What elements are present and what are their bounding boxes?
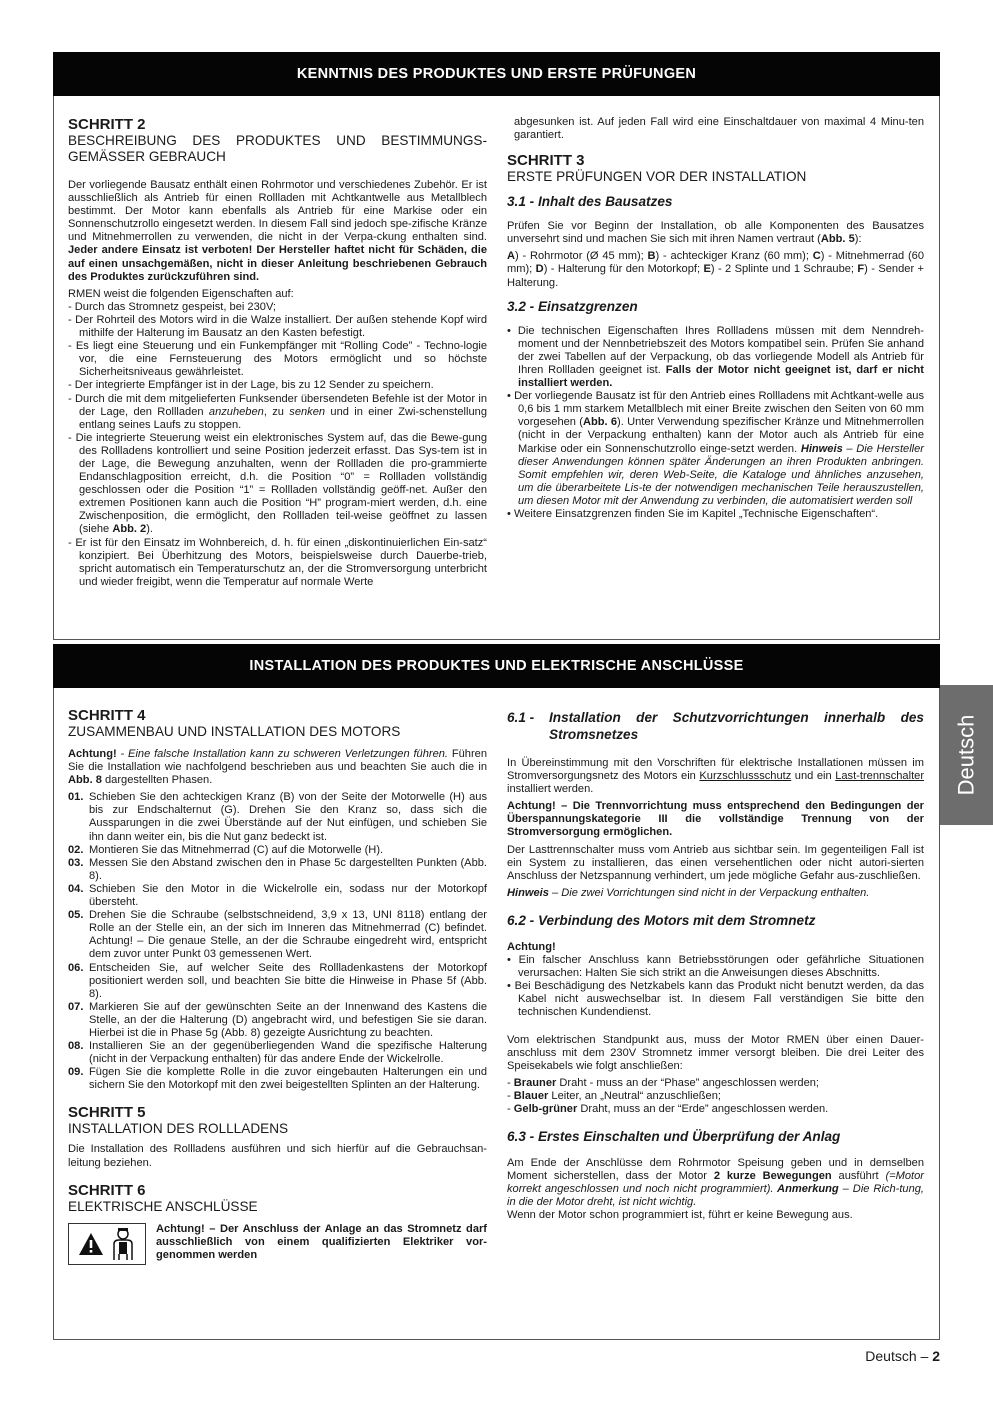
wire-name: Blauer xyxy=(513,1089,549,1102)
figure-ref: Abb. 2 xyxy=(112,523,147,536)
section-6-1-title xyxy=(507,709,924,743)
kit-key: A xyxy=(507,250,516,263)
step2-intro-text: Der vorliegende Bausatz enthält einen Rohrmotor und verschiedenes Zubehör. Er ist ausschließlich als Antrieb für einen Rollladen mit Achtkantwelle aus Metallblech bestimmt. Der Motor kann ebenfalls als Antrieb für eine Markise oder ein Sonnenschutzrollo eingesetzt werden. In diesem Fall sind jedoch spe-zifische Kränze und Mitnehmerrollen zu verwenden, die nicht in der Verpa-ckung enthalten sind. xyxy=(68,179,487,244)
warning-text: Führen Sie die Installation wie nachfolgend beschrieben aus und beachten Sie auch die in xyxy=(68,748,487,774)
step2-continuation: abgesunken ist. Auf jeden Fall wird eine Einschaltdauer von maximal 4 Minu-ten garantiert. xyxy=(514,116,924,142)
right-column-2 xyxy=(507,709,924,1227)
wire-name: Brauner xyxy=(513,1076,557,1089)
paragraph-text: ausführt xyxy=(831,1170,886,1183)
feature-text: Der integrierte Empfänger ist in der Lage, bis zu 12 Sender zu speichern. xyxy=(74,379,434,392)
feature-text: Durch das Stromnetz gespeist, bei 230V; xyxy=(74,300,277,313)
connection-intro: Vom elektrischen Standpunkt aus, muss der Motor RMEN über einen Dauer-anschluss mit dem 230V Stromnetz immer versorgt bleiben. Die drei Leiter des Speisekabels wie folgt anschließen: xyxy=(507,1033,924,1072)
list-item: - Brauner Draht - muss an der “Phase” angeschlossen werden; xyxy=(507,1076,820,1089)
list-item: • Ein falscher Anschluss kann Betriebsstörungen oder gefährliche Situationen verursachen: Halten Sie sich strikt an die Anweisungen dieses Abschnitts. xyxy=(507,954,924,980)
kit-item: ) - Sender + Halterung. xyxy=(507,263,925,289)
list-item: - Gelb-grüner Draht, muss an der “Erde” angeschlossen werden. xyxy=(507,1102,829,1115)
step-text: Entscheiden Sie, auf welcher Seite des Rollladenkastens der Motorkopf positioniert werden soll, und beachten Sie bitte die Hinweise in Phase 5f (Abb. 8). xyxy=(89,961,487,1000)
step-number: 06. xyxy=(68,961,84,974)
feature-text: Die integrierte Steuerung weist ein elektronisches System auf, das die Bewe-gung des Rollladens kontrolliert und seine Position jederzeit erfasst. Das Sys-tem ist in der Lage, die Bewegung anzuhalten, wenn der Rollladen die pro-grammierte Endanschlagposition erreicht, d.h. die Position “0” = Rollladen vollständig geschlossen oder die Position “1” = Rollladen vollständig geöff-net. Außer den extremen Positionen kann auch die Position “H” program-miert werden, d.h. eine Zwischenposition, die ermöglicht, den Rollladen teil-weise geöffnet zu lassen (siehe xyxy=(75,431,487,536)
step5-text: Die Installation des Rollladens ausführen und sich hierfür auf die Gebrauchsan-leitung beziehen. xyxy=(68,1143,487,1169)
list-item: - Durch die mit dem mitgelieferten Funksender übersendeten Befehle ist der Motor in der Lage, den Rollladen anzuheben, zu senken und in einer Zwi-schenstellung entlang seines Laufs zu stoppen. xyxy=(68,392,487,431)
electrician-warning xyxy=(68,1223,487,1265)
step-number: 07. xyxy=(68,1000,84,1013)
step2-intro xyxy=(68,179,487,284)
step4-subtitle: ZUSAMMENBAU UND INSTALLATION DES MOTORS xyxy=(68,724,401,739)
step2-subtitle: BESCHREIBUNG DES PRODUKTES UND BESTIMMUNGS-GEMÄSSER GEBRAUCH xyxy=(68,133,487,164)
kit-item: ) - Rohrmotor (Ø 45 mm); xyxy=(515,250,648,263)
feature-text: Durch die mit dem mitgelieferten Funksender übersendeten Befehle ist der Motor in der Lage, den Rollladen xyxy=(75,392,487,418)
step-text: Installieren Sie an der gegenüberliegenden Wand die spezifische Halterung (nicht in der Verpackung enthalten) für das andere Ende der Wickelrolle. xyxy=(89,1040,487,1066)
warning-label: Achtung! – xyxy=(156,1222,220,1235)
page-number: 2 xyxy=(932,1348,940,1364)
wire-list xyxy=(507,1077,924,1116)
electrician-icon xyxy=(110,1227,136,1261)
list-item xyxy=(68,1040,487,1066)
step-number: 08. xyxy=(68,1040,84,1053)
figure-ref: Abb. 6 xyxy=(582,416,618,429)
step-number: 05. xyxy=(68,909,84,922)
paragraph-text: und ein xyxy=(791,770,836,783)
electrician-warning-text xyxy=(156,1223,487,1262)
protection-intro xyxy=(507,757,924,796)
step-number: 01. xyxy=(68,791,84,804)
kit-intro-text: Prüfen Sie vor Beginn der Installation, ob alle Komponenten des Bausatzes unversehrt sind und machen Sie sich mit ihren Namen vertraut ( xyxy=(507,220,924,246)
features-list xyxy=(68,301,487,589)
kit-key: E xyxy=(703,263,711,276)
list-item: - Der integrierte Empfänger ist in der Lage, bis zu 12 Sender zu speichern. xyxy=(68,379,434,392)
list-item: • Der vorliegende Bausatz ist für den Antrieb eines Rollladens mit Achtkant-welle aus 0,6 bis 1 mm starkem Metallblech mit einer Breite zwischen den Seiten von 60 mm vorgesehen (Abb. 6). Unter Verwendung spezifischer Kränze und Mitnehmerrollen (nicht in der Verpackung enthalten) kann der Motor auch als Antrieb für eine Markise oder ein Sonnenschutzrollo einge-setzt werden. Hinweis – Die Hersteller dieser Anwendungen können später Änderungen an ihren Produkten anbringen. Somit empfehlen wir, deren Web-Seite, die Kataloge und ähnliches anzusehen, um die überarbeitete Lis-te der notwendigen mechanischen Teile herauszustellen, um diesen Motor mit der Anwendung zu verbinden, die automatisiert werden soll xyxy=(507,390,925,507)
list-item: • Die technischen Eigenschaften Ihres Rollladens müssen mit dem Nenndreh-moment und der Nennbetriebszeit des Motors kompatibel sein. Prüfen Sie anhand der zwei Tabellen auf der Verpackung, ob das vorliegende Modell als Antrieb für Ihren Rollladen geeignet ist. Falls der Motor nicht geeignet ist, darf er nicht installiert werden. xyxy=(507,324,925,390)
list-item xyxy=(68,883,487,909)
step-text: Markieren Sie auf der gewünschten Seite an der Innenwand des Kastens die Stelle, an der die Halterung (D) angebracht wird, und befestigen Sie sie daran. Hierbei ist die in Phase 5g (Abb. 8) gezeigte Ausrichtung zu beachten. xyxy=(89,1000,487,1039)
list-item xyxy=(68,844,487,857)
step2-title: SCHRITT 2 xyxy=(68,116,146,133)
section-header-1: KENNTNIS DES PRODUKTES UND ERSTE PRÜFUNGEN xyxy=(53,52,940,96)
devices-note xyxy=(507,887,924,900)
wire-text: Leiter, an „Neutral“ anzuschließen; xyxy=(548,1089,721,1102)
step4-warning xyxy=(68,748,487,787)
note-text: – Die Hersteller dieser Anwendungen können später Änderungen an ihren Produkten anbringen. Somit empfehlen wir, deren Web-Seite, die Kataloge und ähnliches anzusehen, um die überarbeitete Lis-te der notwendigen mechanischen Teile herauszustellen, um diesen Motor mit der Anwendung zu verbinden, die automatisiert werden soll xyxy=(518,442,924,507)
kit-contents xyxy=(507,250,924,289)
limit-text: Weitere Einsatzgrenzen finden Sie im Kapitel „Technische Eigenschaften“. xyxy=(513,507,879,520)
figure-ref: Abb. 8 xyxy=(68,774,102,787)
warning-text: - Eine falsche Installation kann zu schweren Verletzungen führen. xyxy=(116,748,449,760)
feature-text: Es liegt eine Steuerung und ein Funkempfänger mit “Rolling Code” - Techno-logie vor, die eine Fernsteuerung des Motors ermöglicht und so höchste Sicherheitsniveaus gewährleistet. xyxy=(75,340,488,379)
attention-list xyxy=(507,954,924,1019)
kit-intro-text: ): xyxy=(854,233,862,246)
emphasis-text: 2 kurze Bewegungen xyxy=(713,1170,832,1183)
hazard-triangle-icon xyxy=(78,1232,104,1256)
limit-text: Die technischen Eigenschaften Ihres Rollladens müssen mit dem Nenndreh-moment und der Nennbetriebszeit des Motors kompatibel sein. Prüfen Sie anhand der zwei Tabellen auf der Verpackung, ob das vorliegende Modell als Antrieb für Ihren Rollladen geeignet ist. xyxy=(517,324,925,376)
list-item xyxy=(68,962,487,1001)
left-column-2 xyxy=(68,707,487,1265)
feature-text: und in einer Zwi-schenstellung entlang seines Laufs zu stoppen. xyxy=(79,405,487,431)
section-3-1-title: 3.1 - Inhalt des Bausatzes xyxy=(507,194,673,210)
kit-intro xyxy=(507,220,924,246)
feature-text: Er ist für den Einsatz im Wohnbereich, d. h. für einen „diskontinuierlichen Ein-satz“ konzipiert. Bei Überhitzung des Motors, beispielsweise durch Dauerbe-trieb, spricht automatisch ein Temperaturschutz an, der die Stromversorgung unterbricht und wieder freigibt, wenn die Temperatur auf normale Werte xyxy=(75,536,487,588)
kit-item: ) - achteckiger Kranz (60 mm); xyxy=(655,250,813,263)
attention-text: Ein falscher Anschluss kann Betriebsstörungen oder gefährliche Situationen verursachen: Halten Sie sich strikt an die Anweisungen dieses Abschnitts. xyxy=(518,954,924,980)
feature-text: senken xyxy=(289,405,326,418)
italic-text: (=Motor korrekt angeschlossen und noch nicht programmiert). xyxy=(507,1170,924,1196)
limits-list xyxy=(507,325,924,521)
step5-subtitle: INSTALLATION DES ROLLLADENS xyxy=(68,1121,289,1137)
list-item xyxy=(68,857,487,883)
footer-label: Deutsch – xyxy=(865,1348,929,1364)
warning-text: Der Anschluss der Anlage an das Stromnetz darf ausschließlich von einem qualifizierten Elektriker vor-genommen werden xyxy=(156,1222,487,1261)
page-footer xyxy=(865,1348,940,1364)
list-item: • Weitere Einsatzgrenzen finden Sie im Kapitel „Technische Eigenschaften“. xyxy=(507,507,879,520)
paragraph-text: In Übereinstimmung mit den Vorschriften für elektrische Installationen müssen im Stromversorgungsnetz des Motors ein xyxy=(507,757,924,783)
feature-text: Der Rohrteil des Motors wird in die Walze installiert. Der außen stehende Kopf wird mithilfe der Halterung im Bausatz an den Kasten befestigt. xyxy=(75,313,487,340)
wire-text: Draht, muss an der “Erde” angeschlossen werden. xyxy=(577,1102,829,1115)
list-item: - Durch das Stromnetz gespeist, bei 230V; xyxy=(68,300,277,313)
list-item xyxy=(68,1066,487,1092)
italic-text: – Die Rich-tung, in die der Motor dreht, ist nicht wichtig. xyxy=(507,1183,924,1209)
section-6-1-text: Installation der Schutzvorrichtungen innerhalb des Stromsnetzes xyxy=(549,710,924,742)
underlined-term: Last-trennschalter xyxy=(835,770,925,783)
step-text: Fügen Sie die komplette Rolle in die zuvor eingebauten Halterungen ein und sichern Sie den Motorkopf mit den zwei beigestellten Splinten an der Halterung. xyxy=(89,1066,487,1092)
wire-text: Draht - muss an der “Phase” angeschlossen werden; xyxy=(556,1076,820,1089)
list-item: - Die integrierte Steuerung weist ein elektronisches System auf, das die Bewe-gung des Rollladens kontrolliert und seine Position jederzeit erfasst. Das Sys-tem ist in der Lage, die Bewegung anzuhalten, wenn der Rollladen die pro-grammierte Endanschlagposition erreicht, d.h. die Position “0” = Rollladen vollständig geschlossen oder die Position “1” = Rollladen vollständig geöff-net. Außer den extremen Positionen kann auch die Position “H” program-miert werden, d.h. eine Zwischenposition, die ermöglicht, den Rollladen teil-weise geöffnet zu lassen (siehe Abb. 2). xyxy=(68,431,487,536)
warning-label: Achtung! xyxy=(68,748,117,760)
list-item: - Der Rohrteil des Motors wird in die Walze installiert. Der außen stehende Kopf wird mithilfe der Halterung im Bausatz an den Kasten befestigt. xyxy=(68,313,487,340)
first-power-on xyxy=(507,1157,924,1209)
limit-warning: Falls der Motor nicht geeignet ist, darf er nicht installiert werden. xyxy=(518,363,924,390)
kit-key: D xyxy=(535,263,544,276)
step3-title: SCHRITT 3 xyxy=(507,152,585,170)
step-text: Schieben Sie den achteckigen Kranz (B) von der Seite der Motorwelle (H) aus bis zur Endschalternut (G). Drehen Sie den Kranz so, dass sich die Aussparungen in die zwei Überstände auf der Nut einfügen, und schieben Sie ihn dann weiter ein, bis die Nut ganz bedeckt ist. xyxy=(89,791,487,843)
section-6-3-title: 6.3 - Erstes Einschalten und Überprüfung der Anlag xyxy=(507,1129,841,1145)
kit-item: ) - Halterung für den Motorkopf; xyxy=(543,263,704,276)
left-column-1 xyxy=(68,116,487,589)
limit-text: ). Unter Verwendung spezifischer Kränze und Mitnehmerrollen (nicht in der Verpackung enthalten) kann der Motor auch als Antrieb für eine Markise oder ein Sonnenschutzrollo einge-setzt werden. xyxy=(518,416,924,455)
figure-ref: Abb. 5 xyxy=(820,233,855,246)
programmed-note: Wenn der Motor schon programmiert ist, führt er keine Bewegung aus. xyxy=(507,1209,853,1222)
feature-text: , zu xyxy=(263,405,290,418)
step3-subtitle: ERSTE PRÜFUNGEN VOR DER INSTALLATION xyxy=(507,169,807,185)
list-item: - Er ist für den Einsatz im Wohnbereich, d. h. für einen „diskontinuierlichen Ein-satz“ konzipiert. Bei Überhitzung des Motors, beispielsweise durch Dauerbe-trieb, spricht automatisch ein Temperaturschutz an, der die Stromversorgung unterbricht und wieder freigibt, wenn die Temperatur auf normale Werte xyxy=(68,536,487,588)
step4-title: SCHRITT 4 xyxy=(68,707,146,724)
step-text: Messen Sie den Abstand zwischen den in Phase 5c dargestellten Punkten (Abb. 8). xyxy=(89,856,487,882)
note-text: – Die zwei Vorrichtungen sind nicht in der Verpackung enthalten. xyxy=(548,886,870,899)
section-header-2: INSTALLATION DES PRODUKTES UND ELEKTRISCHE ANSCHLÜSSE xyxy=(53,644,940,688)
step-number: 09. xyxy=(68,1066,84,1079)
section-6-2-title: 6.2 - Verbindung des Motors mit dem Stromnetz xyxy=(507,912,816,928)
kit-item: ) - 2 Splinte und 1 Schraube; xyxy=(710,263,858,276)
list-item: - Es liegt eine Steuerung und ein Funkempfänger mit “Rolling Code” - Techno-logie vor, die eine Fernsteuerung des Motors ermöglicht und so höchste Sicherheitsniveaus gewährleistet. xyxy=(68,340,488,379)
list-item: • Bei Beschädigung des Netzkabels kann das Produkt nicht benutzt werden, da das Kabel nicht auswechselbar ist. In diesem Fall verständigen Sie bitte den technischen Kundendienst. xyxy=(507,980,924,1019)
kit-key: C xyxy=(812,250,821,263)
section-6-1-number: 6.1 - xyxy=(507,710,535,725)
underlined-term: Kurzschlussschutz xyxy=(699,770,792,783)
warning-icon xyxy=(68,1223,146,1265)
feature-text: anzuheben xyxy=(208,405,264,418)
list-item xyxy=(68,909,487,961)
limit-text: Der vorliegende Bausatz ist für den Antrieb eines Rollladens mit Achtkant-welle aus 0,6 bis 1 mm starkem Metallblech mit einer Breite zwischen den Seiten von 60 mm vorgesehen ( xyxy=(514,390,925,429)
disconnect-warning: Achtung! – Die Trennvorrichtung muss entsprechend den Bedingungen der Überspannungskategorie III die vollständige Trennung von der Stromversorgung ermöglichen. xyxy=(507,800,924,839)
paragraph-text: Am Ende der Anschlüsse dem Rohrmotor Speisung geben und in demselben Moment sicherstellen, dass der Motor xyxy=(507,1157,924,1183)
attention-text: Bei Beschädigung des Netzkabels kann das Produkt nicht benutzt werden, da das Kabel nicht auswechselbar ist. In diesem Fall verständigen Sie bitte den technischen Kundendienst. xyxy=(514,980,924,1019)
step2-intro-warning: Jeder andere Einsatz ist verboten! Der Hersteller haftet nicht für Schäden, die auf einen unsachgemäßen, nicht in dieser Anleitung beschriebenen Gebrauch des Produktes zurückzuführen sind. xyxy=(68,244,487,283)
language-tab xyxy=(940,685,993,825)
note-label: Hinweis xyxy=(507,886,549,899)
language-tab-label: Deutsch xyxy=(953,714,979,796)
step-text: Montieren Sie das Mitnehmerrad (C) auf die Motorwelle (H). xyxy=(89,843,384,856)
kit-item: ) - Mitnehmerrad (60 mm); xyxy=(507,250,925,276)
right-column-1 xyxy=(507,116,924,521)
switch-visibility: Der Lasttrennschalter muss vom Antrieb aus sichtbar sein. Im gegenteiligen Fall ist ein System zu installieren, das einen versehentlichen oder nicht autori-sierten Anschluss der Netzspannung verhindert, um jede mögliche Gefahr aus-zuschließen. xyxy=(507,843,924,882)
list-item: - Blauer Leiter, an „Neutral“ anzuschließen; xyxy=(507,1089,721,1102)
step6-title: SCHRITT 6 xyxy=(68,1181,146,1199)
step-number: 02. xyxy=(68,843,84,856)
section-3-2-title: 3.2 - Einsatzgrenzen xyxy=(507,298,638,314)
step6-subtitle: ELEKTRISCHE ANSCHLÜSSE xyxy=(68,1198,258,1214)
note-label: Anmerkung xyxy=(773,1183,839,1196)
step-number: 03. xyxy=(68,856,84,869)
warning-text: dargestellten Phasen. xyxy=(101,774,213,787)
note-label: Hinweis xyxy=(800,442,843,455)
wire-name: Gelb-grüner xyxy=(513,1102,578,1115)
paragraph-text: installiert werden. xyxy=(507,783,594,796)
feature-text: ). xyxy=(146,523,153,536)
list-item xyxy=(68,791,487,843)
kit-key: B xyxy=(647,250,656,263)
kit-key: F xyxy=(857,263,865,276)
step-number: 04. xyxy=(68,882,84,895)
features-intro: RMEN weist die folgenden Eigenschaften auf: xyxy=(68,287,294,300)
step-text: Drehen Sie die Schraube (selbstschneidend, 3,9 x 13, UNI 8118) entlang der Rolle an der Stelle ein, an der sich im Inneren das Mitnehmerrad (C) befindet. Achtung! – Die genaue Stelle, an der die Schraube eingedreht wird, entspricht dem zuvor unter Punkt 03 gemessenen Wert. xyxy=(89,909,487,961)
attention-label: Achtung! xyxy=(507,940,556,953)
step5-title: SCHRITT 5 xyxy=(68,1104,146,1122)
install-steps xyxy=(68,791,487,1092)
step-text: Schieben Sie den Motor in die Wickelrolle ein, sodass nur der Motorkopf übersteht. xyxy=(89,882,487,909)
list-item xyxy=(68,1001,487,1040)
